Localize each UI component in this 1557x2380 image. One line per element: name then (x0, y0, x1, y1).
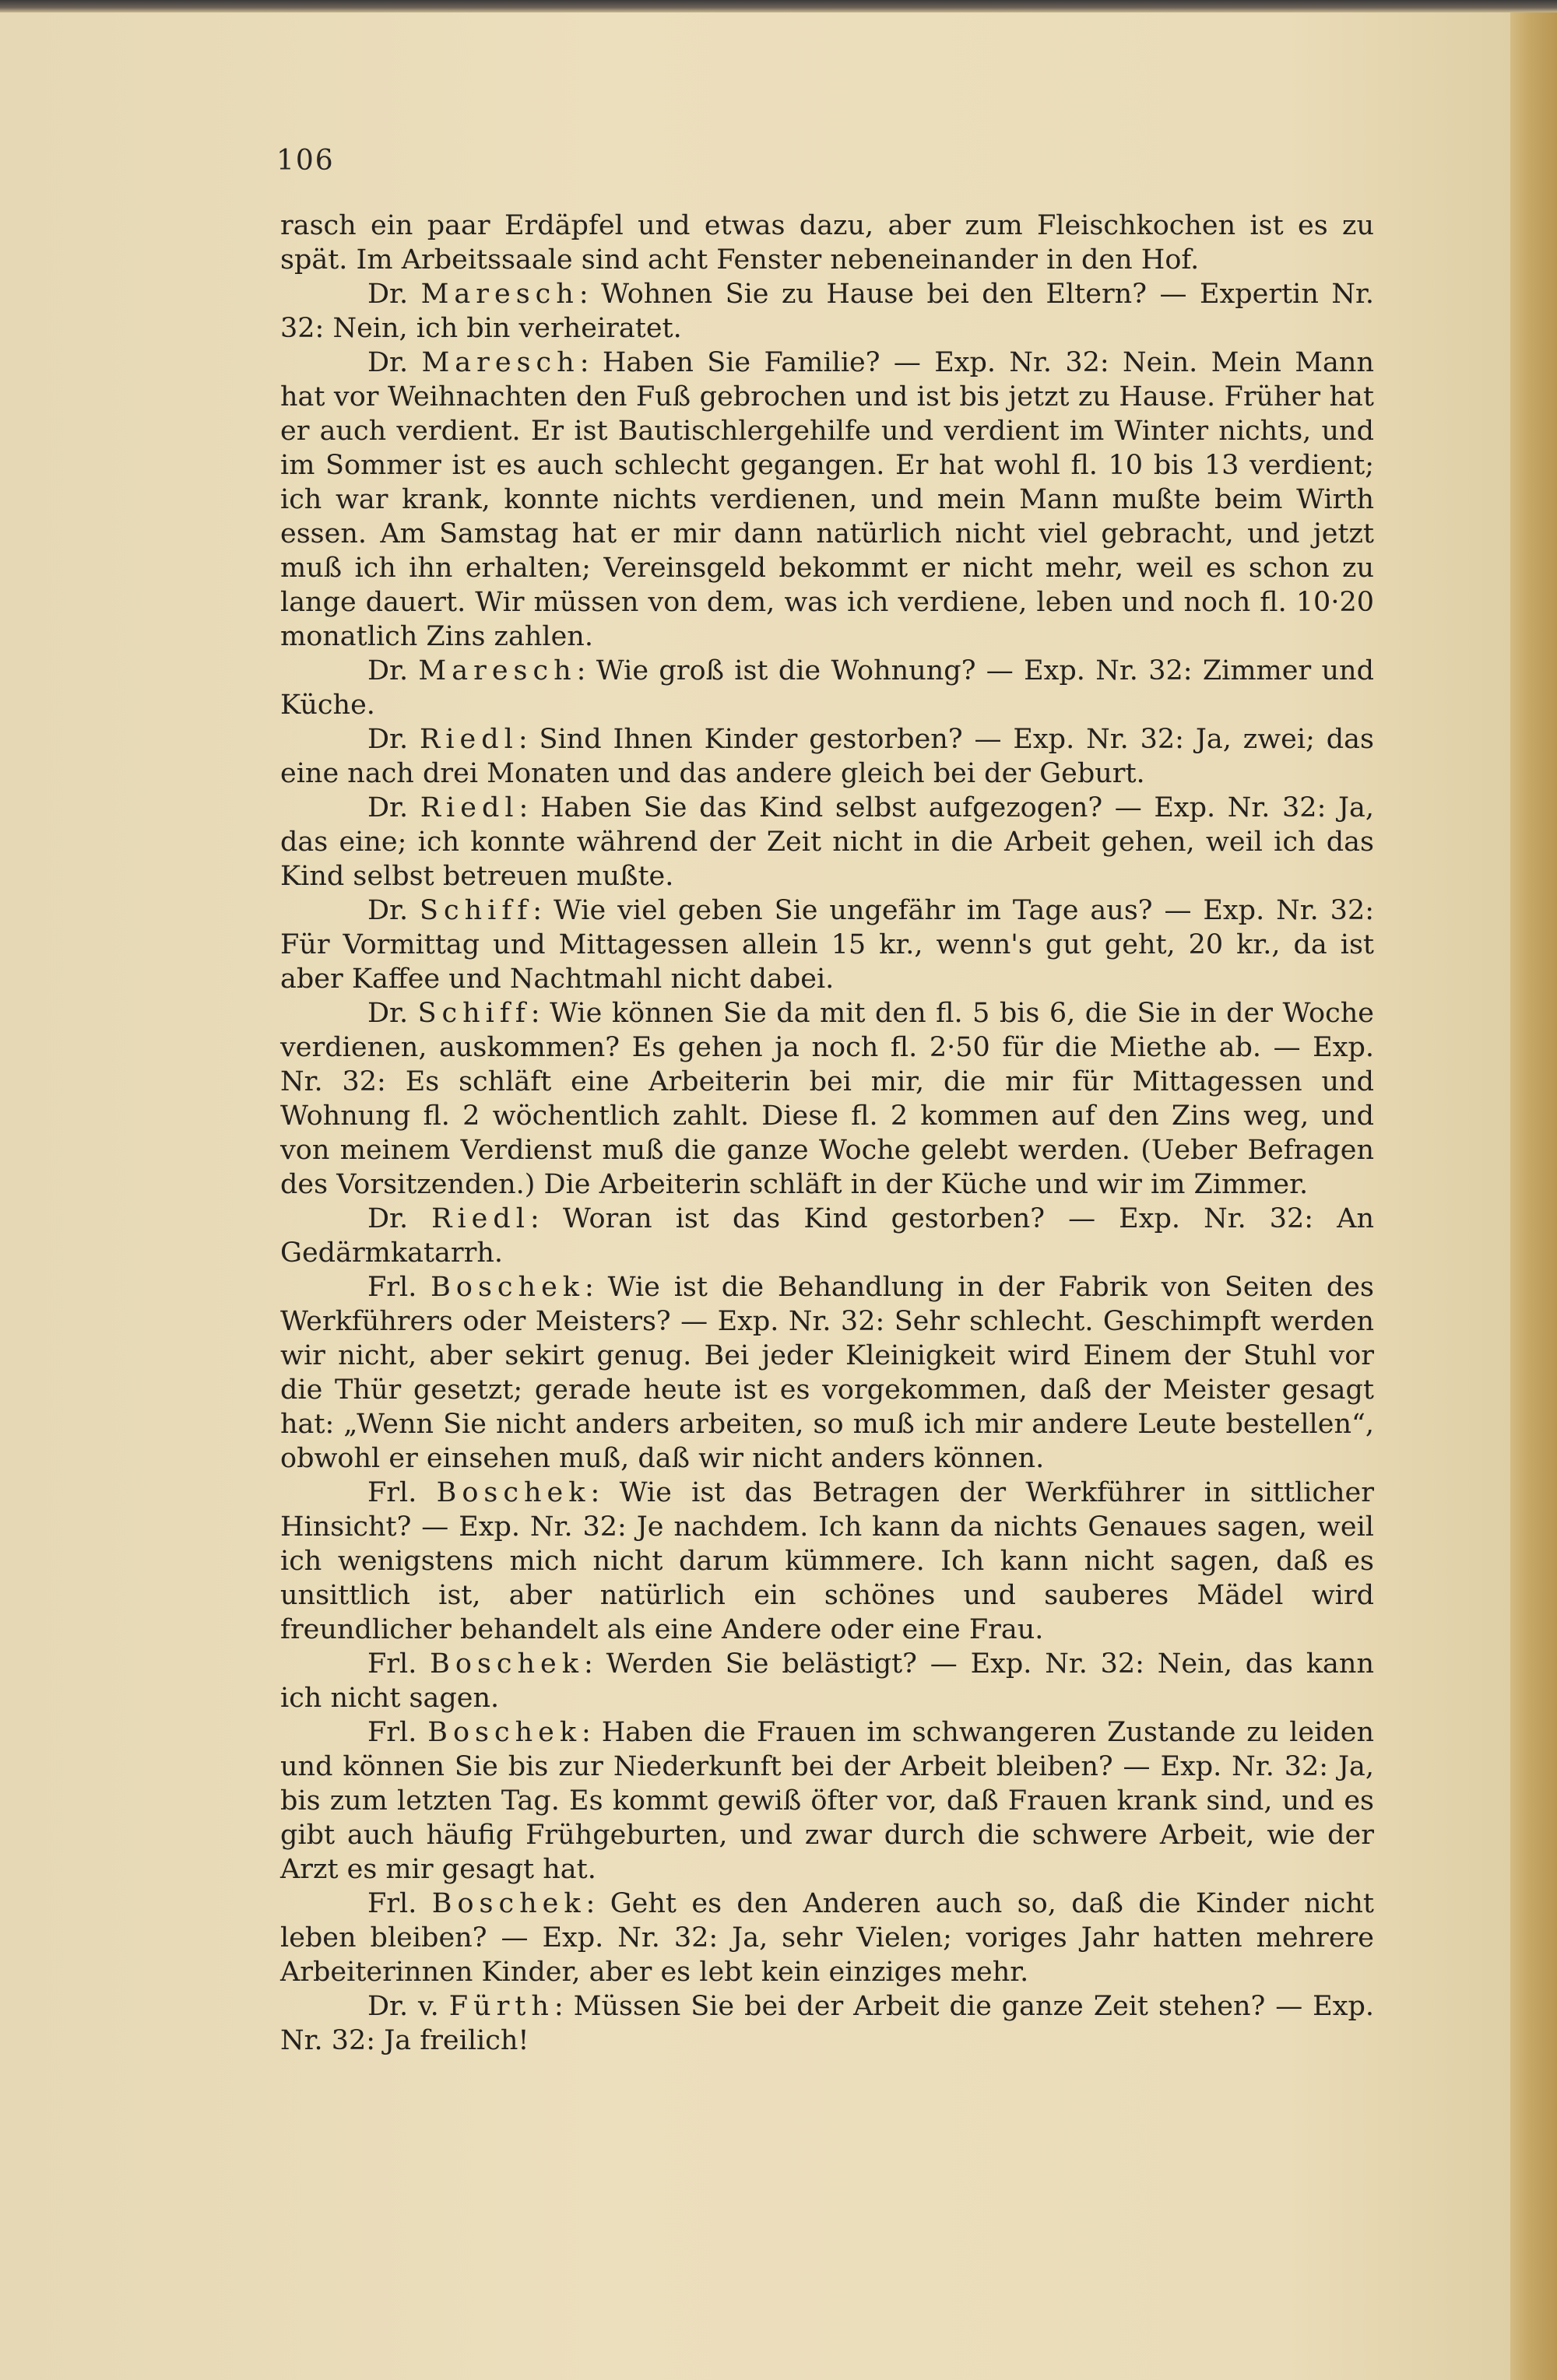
speaker-prefix: Dr. (367, 1203, 432, 1234)
paragraph-text: : Wie groß ist die Wohnung? — Exp. Nr. 32: Zimmer und Küche. (280, 655, 1375, 721)
speaker-name: Schiff (420, 895, 533, 926)
paragraph (280, 791, 1374, 893)
speaker-prefix: Dr. v. (367, 1991, 449, 2022)
speaker-prefix: Frl. (367, 1888, 432, 1919)
page-edge (1510, 0, 1557, 2380)
body-text (280, 209, 1374, 2058)
speaker-prefix: Dr. (367, 655, 419, 686)
speaker-name: Riedl (419, 724, 518, 755)
speaker-prefix: Frl. (367, 1272, 431, 1303)
paragraph (280, 1887, 1374, 1989)
paragraph-text: : Wohnen Sie zu Hause bei den Eltern? — Expertin Nr. 32: Nein, ich bin verheiratet. (280, 279, 1374, 344)
paragraph (280, 1715, 1374, 1887)
paragraph-text: rasch ein paar Erdäpfel und etwas dazu, aber zum Fleischkochen ist es zu spät. Im Arbeitssaale sind acht Fenster nebeneinander in den Hof. (280, 210, 1374, 276)
speaker-name: Maresch (418, 655, 577, 686)
speaker-prefix: Dr. (367, 347, 422, 378)
speaker-prefix: Frl. (367, 1477, 437, 1508)
speaker-name: Maresch (421, 347, 580, 378)
speaker-prefix: Dr. (367, 279, 421, 310)
speaker-prefix: Dr. (367, 895, 420, 926)
speaker-name: Riedl (431, 1203, 530, 1234)
paragraph (280, 277, 1374, 346)
paragraph-text: : Wie ist die Behandlung in der Fabrik von Seiten des Werkführers oder Meisters? — Exp. Nr. 32: Sehr schlecht. Geschimpft werden wir nicht, aber sekirt genug. Bei jeder Kleinigkeit wird Einem der Stuhl vor die Thür gesetzt; gerade heute ist es vorgekommen, daß der Meister gesagt hat: „Wenn Sie nicht anders arbeiten, so muß ich mir andere Leute bestellen“, obwohl er einsehen muß, daß wir nicht anders können. (280, 1272, 1374, 1474)
paragraph (280, 1270, 1374, 1476)
page-number: 106 (276, 145, 335, 177)
paragraph-text: : Müssen Sie bei der Arbeit die ganze Zeit stehen? — Exp. Nr. 32: Ja freilich! (280, 1991, 1374, 2056)
paragraph-text: : Wie ist das Betragen der Werkführer in sittlicher Hinsicht? — Exp. Nr. 32: Je nachdem. Ich kann da nichts Genaues sagen, weil ich wenigstens mich nicht darum kümmere. Ich kann nicht sagen, daß es unsittlich ist, aber natürlich ein schönes und sauberes Mädel wird freundlicher behandelt als eine Andere oder eine Frau. (280, 1477, 1374, 1645)
paragraph-text: : Wie können Sie da mit den fl. 5 bis 6, die Sie in der Woche verdienen, auskommen? Es gehen ja noch fl. 2·50 für die Miethe ab. — Exp. Nr. 32: Es schläft eine Arbeiterin bei mir, die mir für Mittagessen und Wohnung fl. 2 wöchentlich zahlt. Diese fl. 2 kommen auf den Zins weg, und von meinem Verdienst muß die ganze Woche gelebt werden. (Ueber Befragen des Vorsitzenden.) Die Arbeiterin schläft in der Küche und wir im Zimmer. (280, 998, 1374, 1200)
paragraph (280, 1647, 1374, 1715)
paragraph-text: : Woran ist das Kind gestorben? — Exp. Nr. 32: An Gedärmkatarrh. (280, 1203, 1374, 1269)
paragraph-text: : Werden Sie belästigt? — Exp. Nr. 32: Nein, das kann ich nicht sagen. (280, 1648, 1374, 1714)
speaker-name: Fürth (448, 1991, 554, 2022)
paragraph (280, 654, 1374, 722)
speaker-name: Boschek (427, 1717, 582, 1748)
paragraph (280, 209, 1374, 277)
speaker-prefix: Dr. (367, 998, 418, 1029)
paragraph (280, 1476, 1374, 1647)
speaker-name: Boschek (430, 1648, 584, 1680)
speaker-prefix: Frl. (367, 1648, 431, 1680)
paragraph (280, 722, 1374, 791)
paragraph-text: : Sind Ihnen Kinder gestorben? — Exp. Nr. 32: Ja, zwei; das eine nach drei Monaten und das andere gleich bei der Geburt. (280, 724, 1374, 789)
paragraph (280, 893, 1374, 996)
paragraph (280, 346, 1374, 654)
speaker-name: Boschek (431, 1272, 585, 1303)
paragraph-text: : Geht es den Anderen auch so, daß die Kinder nicht leben bleiben? — Exp. Nr. 32: Ja, sehr Vielen; voriges Jahr hatten mehrere Arbeiterinnen Kinder, aber es lebt kein einziges mehr. (280, 1888, 1374, 1988)
speaker-name: Riedl (420, 792, 519, 823)
paragraph (280, 1989, 1374, 2058)
speaker-name: Schiff (417, 998, 531, 1029)
speaker-prefix: Frl. (367, 1717, 428, 1748)
speaker-name: Boschek (436, 1477, 591, 1508)
paragraph-text: : Haben Sie das Kind selbst aufgezogen? — Exp. Nr. 32: Ja, das eine; ich konnte während der Zeit nicht in die Arbeit gehen, weil ich das Kind selbst betreuen mußte. (280, 792, 1374, 892)
speaker-prefix: Dr. (367, 724, 420, 755)
paragraph (280, 996, 1374, 1202)
speaker-name: Maresch (420, 279, 579, 310)
paragraph-text: : Wie viel geben Sie ungefähr im Tage aus? — Exp. Nr. 32: Für Vormittag und Mittagessen allein 15 kr., wenn's gut geht, 20 kr., da ist aber Kaffee und Nachtmahl nicht dabei. (280, 895, 1374, 995)
paragraph (280, 1202, 1374, 1270)
speaker-prefix: Dr. (367, 792, 420, 823)
paragraph-text: : Haben Sie Familie? — Exp. Nr. 32: Nein. Mein Mann hat vor Weihnachten den Fuß gebrochen und ist bis jetzt zu Hause. Früher hat er auch verdient. Er ist Bautischlergehilfe und verdient im Winter nichts, und im Sommer ist es auch schlecht gegangen. Er hat wohl fl. 10 bis 13 verdient; ich war krank, konnte nichts verdienen, und mein Mann mußte beim Wirth essen. Am Samstag hat er mir dann natürlich nicht viel gebracht, und jetzt muß ich ihn erhalten; Vereinsgeld bekommt er nicht mehr, weil es schon zu lange dauert. Wir müssen von dem, was ich verdiene, leben und noch fl. 10·20 monatlich Zins zahlen. (280, 347, 1375, 652)
paragraph-text: : Haben die Frauen im schwangeren Zustande zu leiden und können Sie bis zur Niederkunft bei der Arbeit bleiben? — Exp. Nr. 32: Ja, bis zum letzten Tag. Es kommt gewiß öfter vor, daß Frauen krank sind, und es gibt auch häufig Frühgeburten, und zwar durch die schwere Arbeit, wie der Arzt es mir gesagt hat. (280, 1717, 1374, 1885)
speaker-name: Boschek (431, 1888, 586, 1919)
top-binding-edge (0, 0, 1557, 12)
